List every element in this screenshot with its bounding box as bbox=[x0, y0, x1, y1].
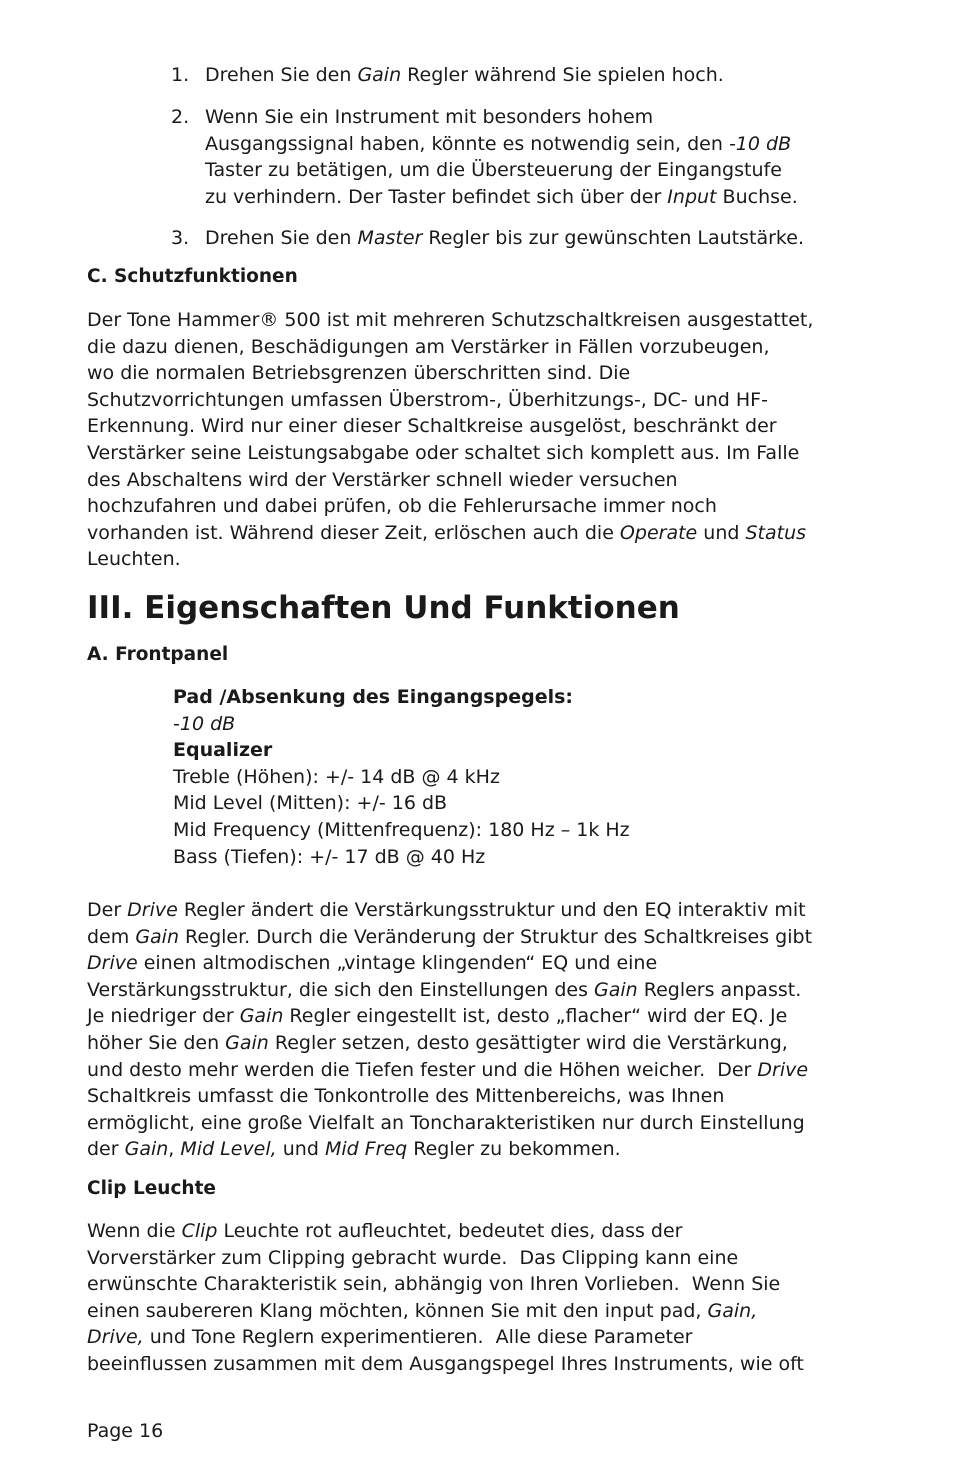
step-number: 1. bbox=[171, 64, 190, 86]
chapter-title: III. Eigenschaften Und Funktionen bbox=[87, 590, 680, 626]
spec-eq-mid-frequency: Mid Frequency (Mittenfrequenz): 180 Hz – 1k Hz bbox=[173, 818, 630, 841]
spec-eq-mid-level: Mid Level (Mitten): +/- 16 dB bbox=[173, 792, 448, 815]
spec-block bbox=[173, 684, 853, 870]
drive-paragraph: Der Drive Regler ändert die Verstärkungsstruktur und den EQ interaktiv mit dem Gain Regler. Durch die Veränderung der Struktur des Schaltkreises gibt Drive einen altmodischen „vintage klingenden“ EQ und eine Verstärkungsstruktur, die sich den Einstellungen des Gain Reglers anpasst. Je niedriger der Gain Regler eingestellt ist, desto „flacher“ wird der EQ. Je höher Sie den Gain Regler setzen, desto gesättigter wird die Verstärkung, und desto mehr werden die Tiefen fester und die Höhen weicher. Der Drive Schaltkreis umfasst die Tonkontrolle des Mittenbereichs, was Ihnen ermöglicht, eine große Vielfalt an Toncharakteristiken nur durch Einstellung der Gain, Mid Level, und Mid Freq Regler zu bekommen. bbox=[87, 899, 813, 1161]
step-text: Drehen Sie den Gain Regler während Sie spielen hoch. bbox=[205, 64, 724, 86]
page-number: Page 16 bbox=[87, 1420, 164, 1442]
spec-pad-value: -10 dB bbox=[173, 712, 236, 735]
section-heading-frontpanel: A. Frontpanel bbox=[87, 644, 229, 665]
step-text: Drehen Sie den Master Regler bis zur gewünschten Lautstärke. bbox=[205, 227, 804, 249]
step-3 bbox=[171, 225, 871, 253]
spec-eq-treble: Treble (Höhen): +/- 14 dB @ 4 kHz bbox=[173, 765, 500, 788]
step-text: Wenn Sie ein Instrument mit besonders hohem Ausgangssignal haben, könnte es notwendig sein, den -10 dB Taster zu betätigen, um die Übersteuerung der Eingangstufe zu verhindern. Der Taster befindet sich über der Input Buchse. bbox=[205, 106, 798, 208]
protection-paragraph: Der Tone Hammer® 500 ist mit mehreren Schutzschaltkreisen ausgestattet, die dazu dienen, Beschädigungen am Verstärker in Fällen vorzubeugen, wo die normalen Betriebsgrenzen überschritten sind. Die Schutzvorrichtungen umfassen Überstrom-, Überhitzungs-, DC- und HF- Erkennung. Wird nur einer dieser Schaltkreise ausgelöst, beschränkt der Verstärker seine Leistungsabgabe oder schaltet sich komplett aus. Im Falle des Abschaltens wird der Verstärker schnell wieder versuchen hochzufahren und dabei prüfen, ob die Fehlerursache immer noch vorhanden ist. Während dieser Zeit, erlöschen auch die Operate und Status Leuchten. bbox=[87, 309, 814, 571]
step-number: 3. bbox=[171, 227, 190, 249]
spec-eq-label: Equalizer bbox=[173, 739, 273, 762]
clip-paragraph: Wenn die Clip Leuchte rot aufleuchtet, bedeutet dies, dass der Vorverstärker zum Clipping gebracht wurde. Das Clipping kann eine erwünschte Charakteristik sein, abhängig von Ihren Vorlieben. Wenn Sie einen saubereren Klang möchten, können Sie mit den input pad, Gain, Drive, und Tone Reglern experimentieren. Alle diese Parameter beeinflussen zusammen mit dem Ausgangspegel Ihres Instruments, wie oft bbox=[87, 1220, 804, 1375]
spec-eq-bass: Bass (Tiefen): +/- 17 dB @ 40 Hz bbox=[173, 845, 486, 868]
step-1 bbox=[171, 62, 871, 90]
section-heading-clip: Clip Leuchte bbox=[87, 1178, 216, 1199]
spec-pad-label: Pad /Absenkung des Eingangspegels: bbox=[173, 686, 574, 708]
section-heading-protection: C. Schutzfunktionen bbox=[87, 266, 298, 287]
step-number: 2. bbox=[171, 106, 190, 128]
step-2 bbox=[171, 104, 871, 214]
